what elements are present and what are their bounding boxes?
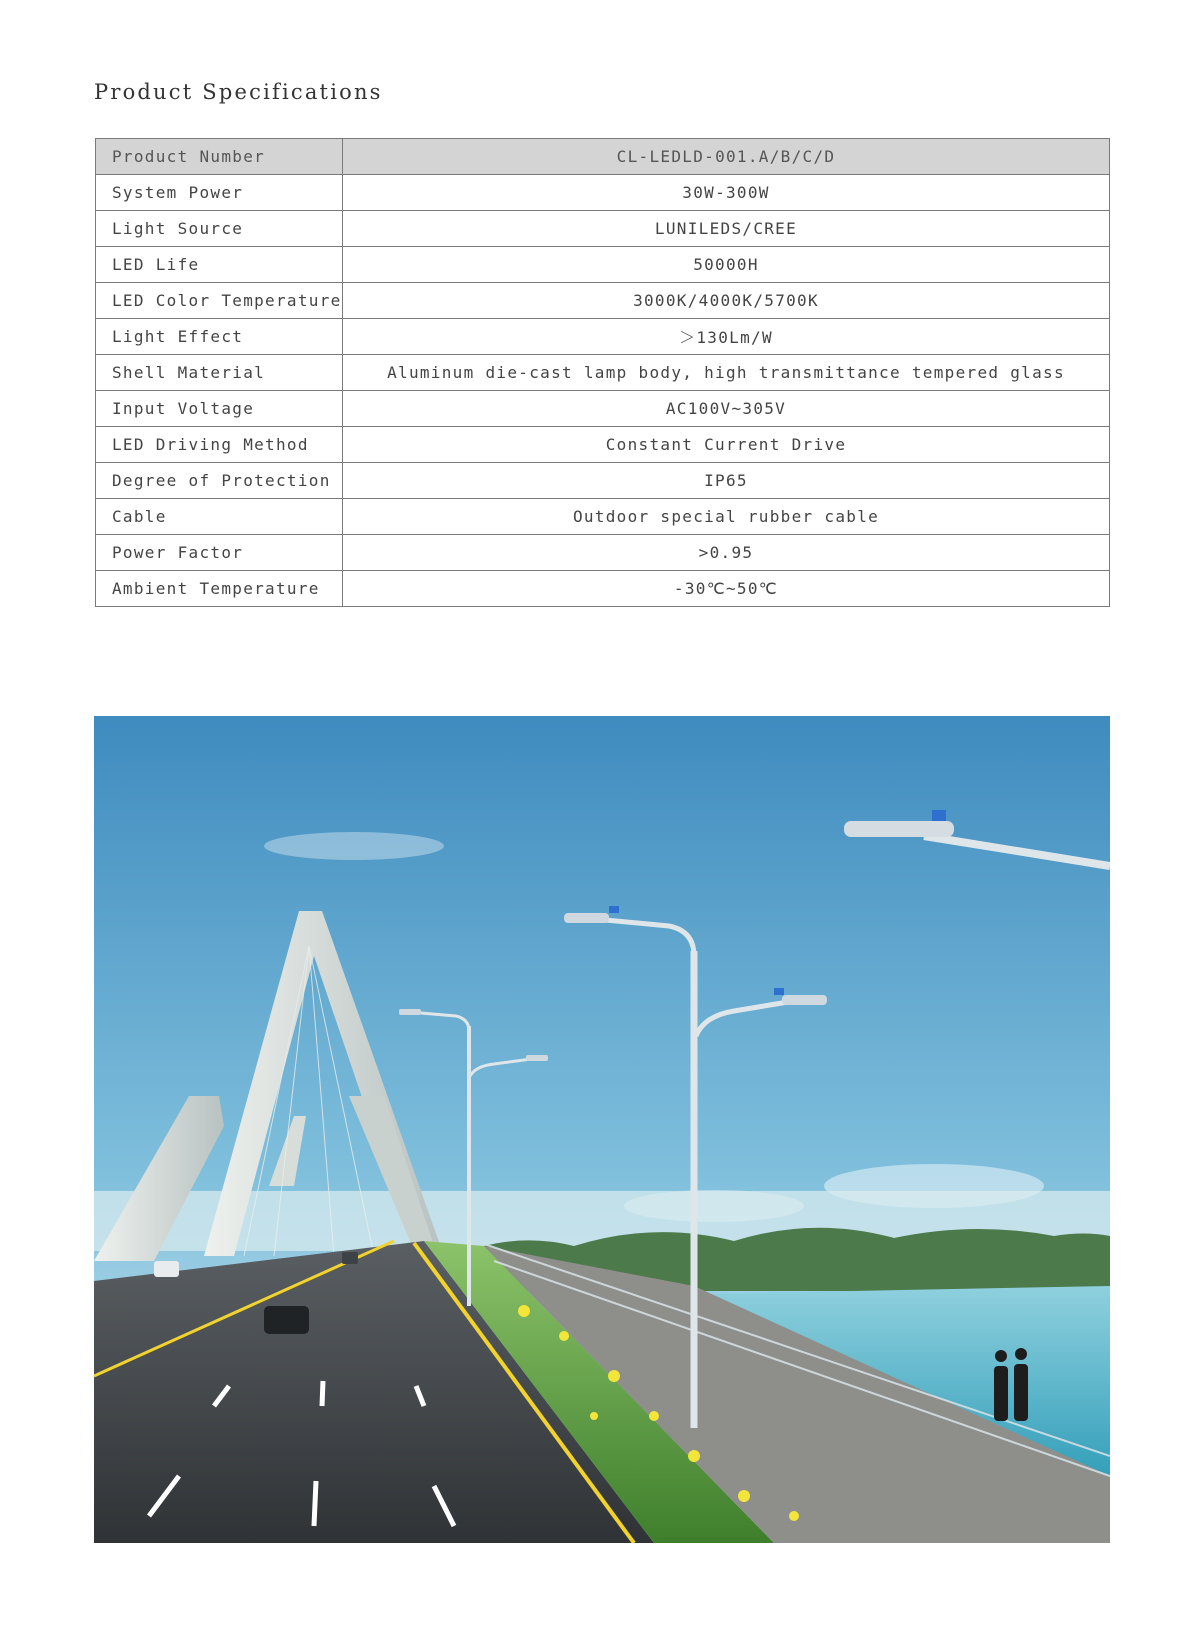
spec-label: Power Factor (96, 535, 343, 571)
spec-label: Degree of Protection (96, 463, 343, 499)
spec-label: System Power (96, 175, 343, 211)
cloud (264, 832, 444, 860)
spec-value: AC100V~305V (343, 391, 1110, 427)
table-row (96, 247, 1110, 283)
led-lamp-head (399, 1009, 421, 1015)
spec-label: Ambient Temperature (96, 571, 343, 607)
spec-label: Input Voltage (96, 391, 343, 427)
led-lamp-head (782, 995, 827, 1005)
spec-value: Constant Current Drive (343, 427, 1110, 463)
table-row (96, 535, 1110, 571)
spec-label: Cable (96, 499, 343, 535)
spec-table (95, 138, 1110, 607)
table-row (96, 499, 1110, 535)
table-row (96, 211, 1110, 247)
car (342, 1252, 358, 1264)
spec-value: 30W-300W (343, 175, 1110, 211)
spec-value: Outdoor special rubber cable (343, 499, 1110, 535)
table-row (96, 283, 1110, 319)
spec-value: >0.95 (343, 535, 1110, 571)
spec-label: LED Driving Method (96, 427, 343, 463)
lamp-indicator (774, 988, 784, 995)
page-title: Product Specifications (94, 80, 383, 104)
header-label: Product Number (96, 139, 343, 175)
spec-value: IP65 (343, 463, 1110, 499)
spec-value: Aluminum die-cast lamp body, high transmittance tempered glass (343, 355, 1110, 391)
car (154, 1261, 179, 1277)
table-row (96, 355, 1110, 391)
car (264, 1306, 309, 1334)
led-lamp-head (844, 821, 954, 837)
table-row (96, 319, 1110, 355)
table-row (96, 391, 1110, 427)
table-row (96, 427, 1110, 463)
spec-value: 50000H (343, 247, 1110, 283)
spec-label: LED Life (96, 247, 343, 283)
spec-value: ＞130Lm/W (343, 319, 1110, 355)
lamp-indicator (609, 906, 619, 913)
header-value: CL-LEDLD-001.A/B/C/D (343, 139, 1110, 175)
table-row (96, 175, 1110, 211)
spec-label: Light Source (96, 211, 343, 247)
lamp-indicator (932, 810, 946, 821)
table-row (96, 463, 1110, 499)
spec-label: Light Effect (96, 319, 343, 355)
spec-value: -30℃~50℃ (343, 571, 1110, 607)
led-lamp-head (564, 913, 609, 923)
table-header-row (96, 139, 1110, 175)
led-lamp-head (526, 1055, 548, 1061)
spec-value: LUNILEDS/CREE (343, 211, 1110, 247)
spec-label: LED Color Temperature (96, 283, 343, 319)
spec-value: 3000K/4000K/5700K (343, 283, 1110, 319)
product-photo (94, 716, 1110, 1543)
spec-label: Shell Material (96, 355, 343, 391)
table-row (96, 571, 1110, 607)
